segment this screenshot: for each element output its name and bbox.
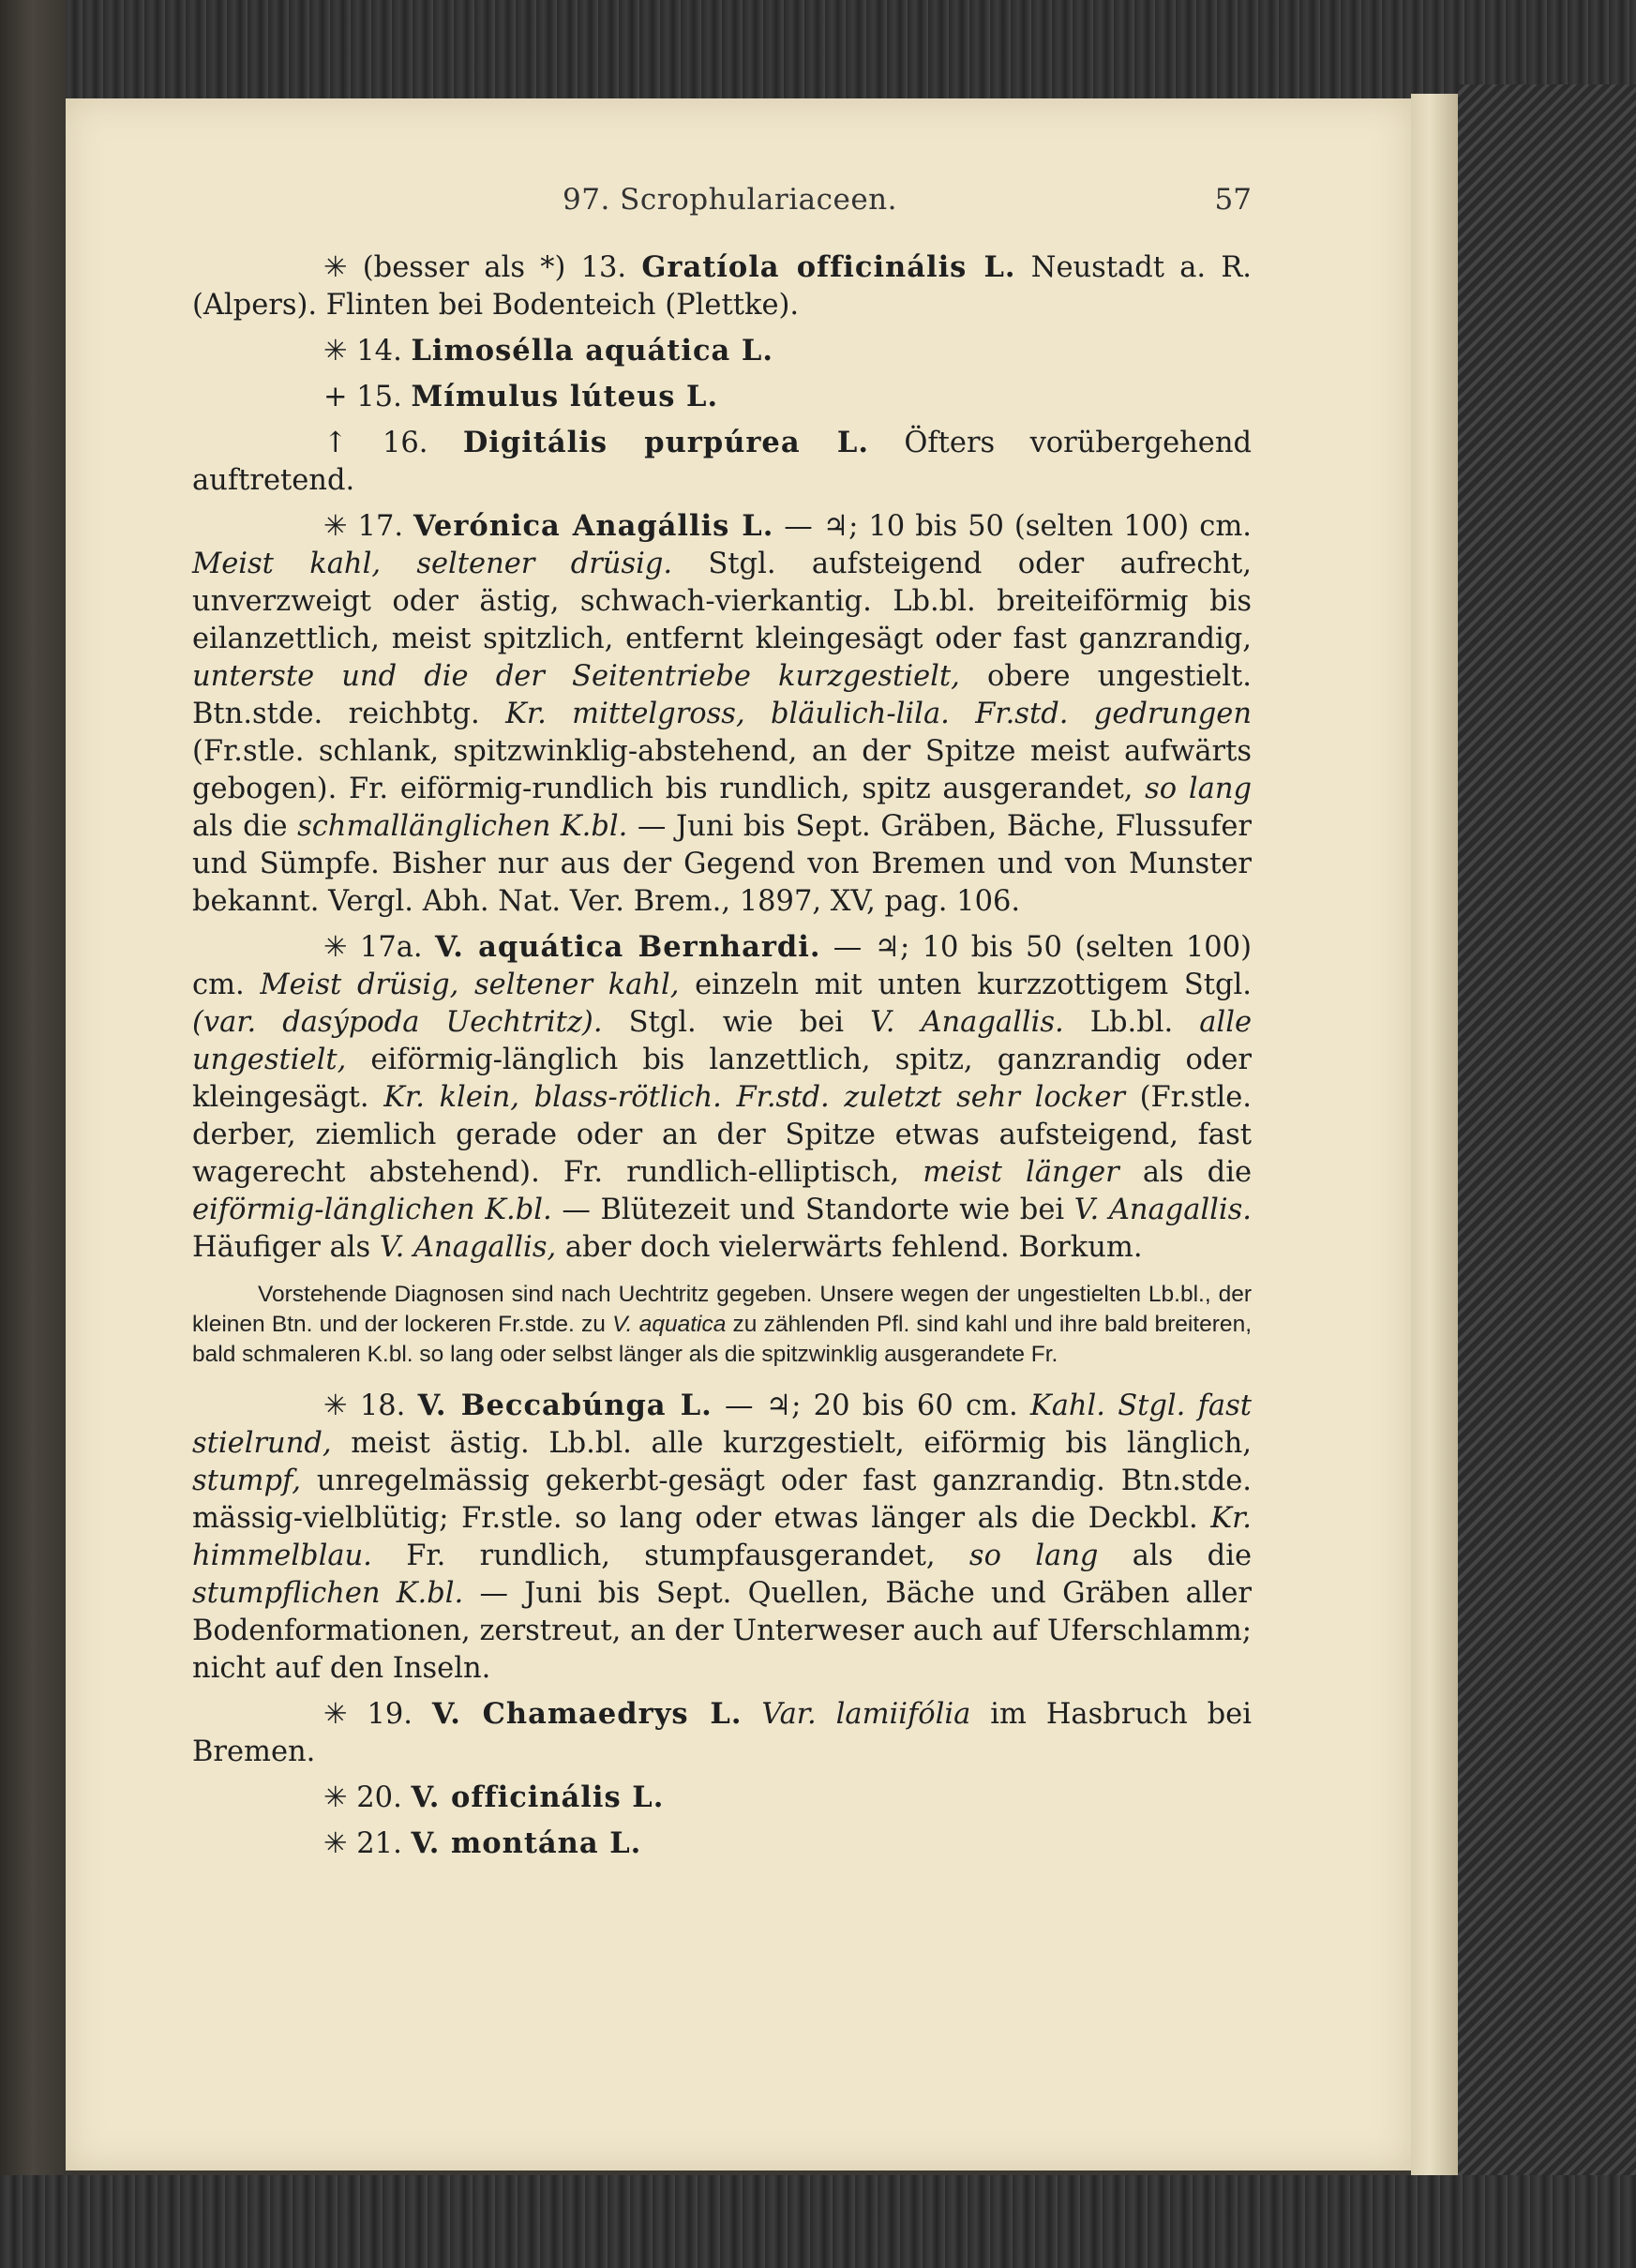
entry-number: 18. (347, 1389, 418, 1422)
running-head: 97. Scrophulariaceen. (563, 183, 897, 217)
asterisk-icon: ✳ (323, 1389, 348, 1422)
species-name: V. montána L. (411, 1826, 642, 1860)
entry-number: 14. (347, 335, 412, 368)
entry-19 (192, 1695, 1252, 1771)
species-name: Mímulus lúteus L. (411, 380, 719, 413)
entry-13 (192, 248, 1252, 324)
entry-italic: Meist kahl, seltener drüsig. (192, 548, 673, 580)
species-name: Limosélla aquática L. (411, 334, 773, 368)
entry-17 (192, 507, 1252, 921)
book-binding-left (0, 0, 66, 2268)
entry-italic: Meist drüsig, seltener kahl, (260, 969, 680, 1001)
entry-text: — ♃; 10 bis 50 (selten 100) cm. (192, 931, 1252, 1001)
book-cover-right (1458, 84, 1636, 2175)
entry-text: obere ungestielt. Btn.stde. reichbtg. (192, 660, 1252, 730)
entry-prefix: (besser als *) 13. (347, 251, 642, 284)
page-stack-edge (1411, 94, 1458, 2175)
footnote (192, 1280, 1252, 1370)
entry-text: als die (1118, 1156, 1252, 1189)
asterisk-icon: ✳ (323, 931, 348, 964)
entry-text: Stgl. wie bei (602, 1006, 871, 1039)
note-italic: V. aquatica (612, 1312, 727, 1337)
entry-number: 15. (347, 381, 412, 413)
entry-italic: meist länger (923, 1156, 1119, 1189)
entry-text: Neustadt a. R. (Alpers). Flinten bei Bodenteich (Plettke). (192, 251, 1252, 322)
asterisk-icon: ✳ (323, 1827, 348, 1860)
entry-italic: (var. dasýpoda Uechtritz). (192, 1006, 603, 1039)
scan-top-edge (0, 0, 1636, 98)
entry-text: unregelmässig gekerbt-gesägt oder fast ganzrandig. Btn.stde. mässig-vielblütig; Fr.stle. so lang oder etwas länger als die Deckbl. (192, 1464, 1252, 1535)
entry-italic: Kr. klein, blass-rötlich. Fr.std. zuletzt sehr locker (383, 1081, 1125, 1114)
entry-text: als die (1098, 1540, 1252, 1572)
entry-number: 17. (347, 510, 414, 543)
entry-number: 16. (347, 427, 463, 459)
entry-text: Stgl. aufsteigend oder aufrecht, unverzweigt oder ästig, schwach-vierkantig. Lb.bl. breiteiförmig bis eilanzettlich, meist spitzlich, entfernt kleingesägt oder fast ganzrandig, (192, 548, 1252, 655)
entry-italic: V. Anagallis, (379, 1231, 557, 1264)
entry-italic: Var. lamiifólia (761, 1698, 971, 1731)
entry-text: Fr. rundlich, stumpfausgerandet, (371, 1540, 969, 1572)
entry-number: 19. (347, 1698, 432, 1731)
entry-text: (Fr.stle. derber, ziemlich gerade oder an der Spitze etwas aufsteigend, fast wagerecht abstehend). Fr. rundlich-elliptisch, (192, 1081, 1252, 1189)
entry-text: — Juni bis Sept. Quellen, Bäche und Gräben aller Bodenformationen, zerstreut, an der Unterweser auch auf Uferschlamm; nicht auf den Inseln. (192, 1577, 1252, 1685)
entry-text: Öfters vorübergehend auftretend. (192, 427, 1252, 497)
entry-text (742, 1698, 761, 1731)
entry-text: Lb.bl. (1063, 1006, 1200, 1039)
entry-italic: Kahl. Stgl. fast stielrund, (192, 1389, 1252, 1460)
entry-text: meist ästig. Lb.bl. alle kurzgestielt, eiförmig bis länglich, (331, 1427, 1252, 1460)
entry-italic: schmallänglichen K.bl. (297, 810, 628, 843)
entry-italic: V. Anagallis. (1073, 1194, 1252, 1226)
book-page (66, 98, 1411, 2170)
entry-16 (192, 424, 1252, 500)
asterisk-icon: ✳ (323, 1781, 348, 1814)
page-body (192, 248, 1252, 1870)
entry-number: 21. (347, 1827, 412, 1860)
entry-15 (192, 378, 1252, 416)
asterisk-icon: ✳ (323, 251, 348, 284)
scan-bottom-edge (0, 2175, 1636, 2268)
entry-italic: V. Anagallis. (870, 1006, 1064, 1039)
entry-text: im Hasbruch bei Bremen. (192, 1698, 1252, 1768)
page-number: 57 (1214, 183, 1252, 217)
entry-italic: so lang (968, 1540, 1099, 1572)
entry-text: — Blütezeit und Standorte wie bei (551, 1194, 1074, 1226)
entry-italic: Kr. mittelgross, bläulich-lila. Fr.std. gedrungen (505, 698, 1252, 730)
entry-italic: alle ungestielt, (192, 1006, 1252, 1076)
species-name: Verónica Anagállis L. (413, 509, 774, 543)
entry-number: 17a. (347, 931, 435, 964)
entry-italic: so lang (1145, 773, 1252, 805)
entry-italic: Kr. himmelblau. (192, 1502, 1252, 1572)
page-header (197, 183, 1252, 230)
entry-14 (192, 332, 1252, 370)
entry-21 (192, 1825, 1252, 1863)
species-name: V. Chamaedrys L. (431, 1697, 743, 1731)
entry-text: als die (192, 810, 298, 843)
entry-text: — ♃; 20 bis 60 cm. (712, 1389, 1030, 1422)
species-name: V. aquática Bernhardi. (434, 930, 821, 964)
entry-text: (Fr.stle. schlank, spitzwinklig-abstehend, an der Spitze meist aufwärts gebogen). Fr. eiförmig-rundlich bis rundlich, spitz ausgerandet, (192, 735, 1252, 805)
entry-text: — Juni bis Sept. Gräben, Bäche, Flussufer und Sümpfe. Bisher nur aus der Gegend von Bremen und von Munster bekannt. Vergl. Abh. Nat. Ver. Brem., 1897, XV, pag. 106. (192, 810, 1252, 918)
note-text: zu zählenden Pfl. sind kahl und ihre bald breiteren, bald schmaleren K.bl. so lang oder selbst länger als die spitzwinklig ausgerandete Fr. (192, 1312, 1252, 1367)
entry-number: 20. (347, 1781, 412, 1814)
entry-18 (192, 1387, 1252, 1688)
asterisk-icon: ✳ (323, 1698, 348, 1731)
entry-17a (192, 928, 1252, 1267)
entry-italic: unterste und die der Seitentriebe kurzgestielt, (192, 660, 960, 693)
plus-icon: + (323, 381, 348, 413)
species-name: Gratíola officinális L. (641, 250, 1016, 284)
species-name: V. officinális L. (411, 1780, 665, 1814)
entry-text: Häufiger als (192, 1231, 380, 1264)
entry-text: — ♃; 10 bis 50 (selten 100) cm. (773, 510, 1252, 543)
note-text: Vorstehende Diagnosen sind nach Uechtritz gegeben. Unsere wegen der ungestielten Lb.bl., der kleinen Btn. und der lockeren Fr.stde. zu (192, 1282, 1252, 1337)
entry-text: einzeln mit unten kurzzottigem Stgl. (679, 969, 1252, 1001)
up-arrow-icon: ↑ (323, 427, 348, 459)
entry-italic: stumpf, (192, 1464, 301, 1497)
entry-italic: eiförmig-länglichen K.bl. (192, 1194, 552, 1226)
species-name: V. Beccabúnga L. (417, 1389, 713, 1422)
entry-italic: stumpflichen K.bl. (192, 1577, 464, 1610)
entry-20 (192, 1779, 1252, 1817)
asterisk-icon: ✳ (323, 510, 348, 543)
asterisk-icon: ✳ (323, 335, 348, 368)
entry-text: eiförmig-länglich bis lanzettlich, spitz, ganzrandig oder kleingesägt. (192, 1044, 1252, 1114)
entry-text: aber doch vielerwärts fehlend. Borkum. (556, 1231, 1143, 1264)
species-name: Digitális purpúrea L. (462, 426, 869, 459)
